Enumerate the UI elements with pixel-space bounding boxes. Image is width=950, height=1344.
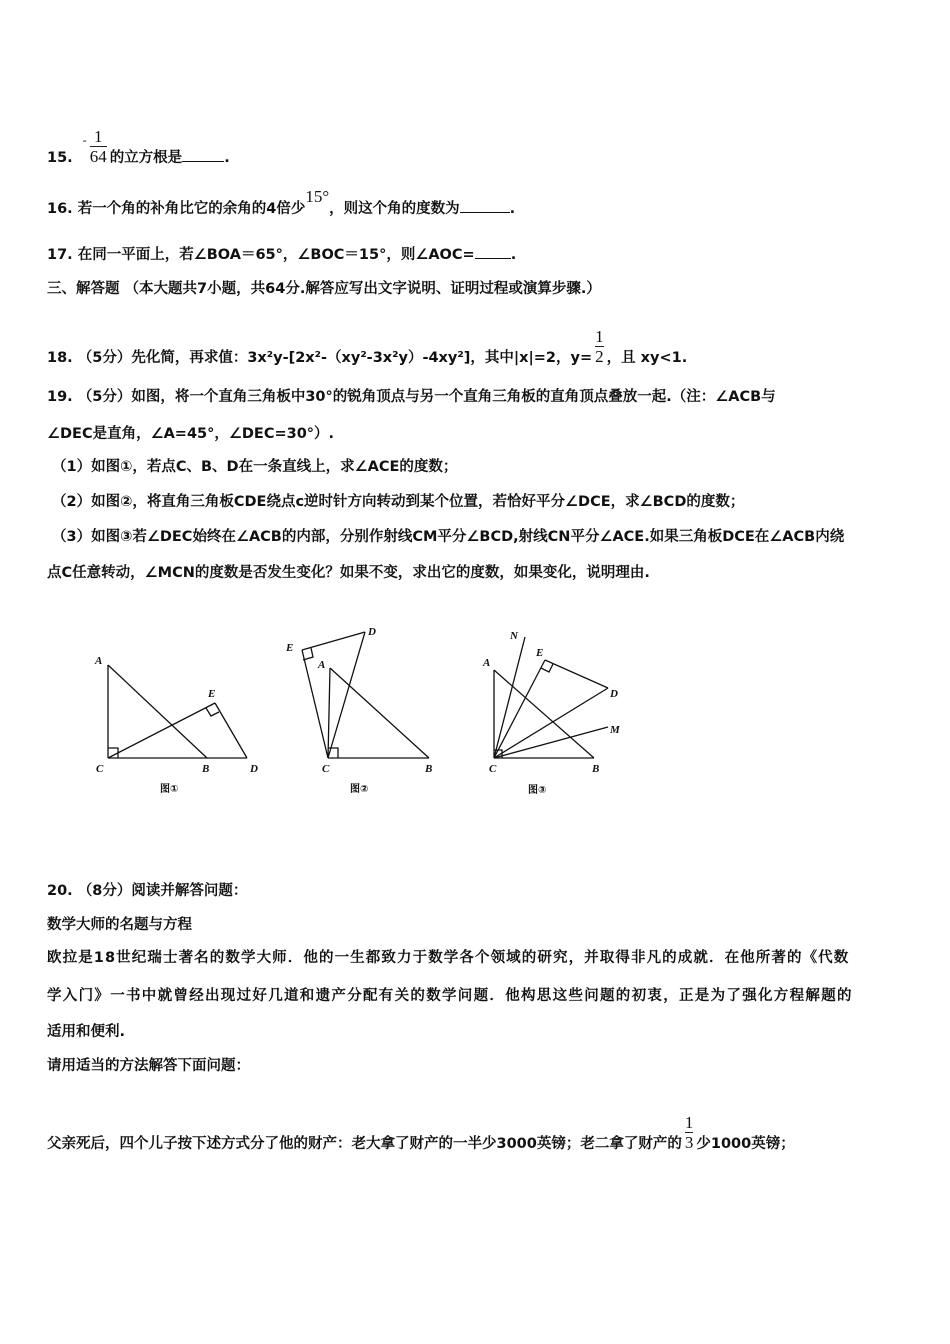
q19-line: ∠DEC是直角，∠A=45°，∠DEC=30°）. (47, 426, 335, 442)
question-number: 16. (47, 201, 73, 217)
section-heading: 三、解答题 （本大题共7小题，共64分.解答应写出文字说明、证明过程或演算步骤.） (47, 281, 601, 297)
label: C (489, 763, 497, 775)
denominator: 2 (595, 347, 604, 366)
degree-value: 15° (305, 187, 330, 206)
label: D (368, 626, 376, 638)
question-text: ，且 xy<1. (606, 350, 688, 366)
question-text: 若一个角的补角比它的余角的4倍少 (77, 201, 306, 217)
figure-caption: 图② (350, 784, 369, 795)
q20-paragraph: 欧拉是18世纪瑞士著名的数学大师．他的一生都致力于数学各个领域的研究，并取得非凡的成就．在他所著的《代数 (47, 950, 850, 966)
question-text: 18. （5分）先化简，再求值：3x²y-[2x²-（xy²-3x²y）-4xy²]，其中|x|=2，y= (47, 350, 593, 366)
fraction-1-64 (90, 128, 107, 165)
q20-subtitle: 数学大师的名题与方程 (47, 917, 192, 933)
period: . (510, 247, 517, 263)
label: E (536, 647, 544, 659)
question-17 (47, 244, 516, 265)
label: E (286, 642, 294, 654)
label: A (318, 659, 326, 671)
question-text: 在同一平面上，若∠BOA＝65°，∠BOC＝15°，则∠AOC= (77, 247, 475, 263)
problem-text: 少1000英镑； (696, 1136, 795, 1152)
label: B (425, 763, 433, 775)
period: . (509, 201, 516, 217)
figure-caption: 图① (160, 784, 179, 795)
question-text: 的立方根是 (109, 150, 183, 166)
q19-part-1: （1）如图①，若点C、B、D在一条直线上，求∠ACE的度数； (52, 459, 458, 475)
question-18 (47, 328, 687, 368)
numerator: 1 (93, 127, 103, 146)
label: D (610, 688, 618, 700)
label: B (202, 763, 210, 775)
fraction-1-3 (685, 1114, 694, 1151)
q19-part-2: （2）如图②，将直角三角板CDE绕点c逆时针方向转动到某个位置，若恰好平分∠DCE，求∠BCD的度数； (52, 494, 745, 510)
fraction-1-2 (595, 328, 604, 365)
q20-paragraph: 学入门》一书中就曾经出现过好几道和遗产分配有关的数学问题．他构思这些问题的初衷，正是为了强化方程解题的 (47, 988, 853, 1004)
period: . (224, 150, 230, 166)
q20-problem (47, 1114, 795, 1154)
label: D (250, 763, 258, 775)
answer-blank (460, 198, 510, 213)
q20-heading: 20. （8分）阅读并解答问题： (47, 883, 248, 899)
figure-2 (302, 632, 429, 758)
question-number: 15. (47, 150, 73, 166)
question-15 (47, 128, 230, 168)
denominator: 3 (684, 1133, 694, 1152)
answer-blank (475, 244, 511, 259)
question-number: 17. (47, 247, 73, 263)
numerator: 1 (595, 327, 604, 346)
question-text: ，则这个角的度数为 (329, 201, 460, 217)
q20-paragraph: 适用和便利. (47, 1024, 126, 1040)
label: N (510, 630, 518, 642)
numerator: 1 (684, 1113, 694, 1132)
label: E (208, 688, 216, 700)
figure-1 (108, 665, 247, 758)
denominator: 64 (89, 147, 107, 166)
label: C (96, 763, 104, 775)
label: A (95, 655, 103, 667)
q20-instruction: 请用适当的方法解答下面问题： (47, 1058, 250, 1074)
problem-text: 父亲死后，四个儿子按下述方式分了他的财产：老大拿了财产的一半少3000英镑；老二拿了财产的 (47, 1136, 682, 1152)
label: B (592, 763, 600, 775)
figure-3 (494, 637, 608, 758)
minus-sign: - (82, 133, 87, 147)
question-16 (47, 187, 516, 219)
figure-labels (94, 626, 621, 796)
figure-caption: 图③ (528, 785, 547, 796)
q19-line: 点C任意转动，∠MCN的度数是否发生变化？如果不变，求出它的度数，如果变化，说明理由. (47, 565, 650, 581)
label: M (610, 724, 620, 736)
q19-line: 19. （5分）如图，将一个直角三角板中30°的锐角顶点与另一个直角三角板的直角顶点叠放一起.（注：∠ACB与 (47, 389, 776, 405)
label: A (483, 657, 491, 669)
label: C (322, 763, 330, 775)
q19-part-3: （3）如图③若∠DEC始终在∠ACB的内部，分别作射线CM平分∠BCD,射线CN平分∠ACE.如果三角板DCE在∠ACB内绕 (52, 529, 845, 545)
answer-blank (182, 147, 224, 162)
